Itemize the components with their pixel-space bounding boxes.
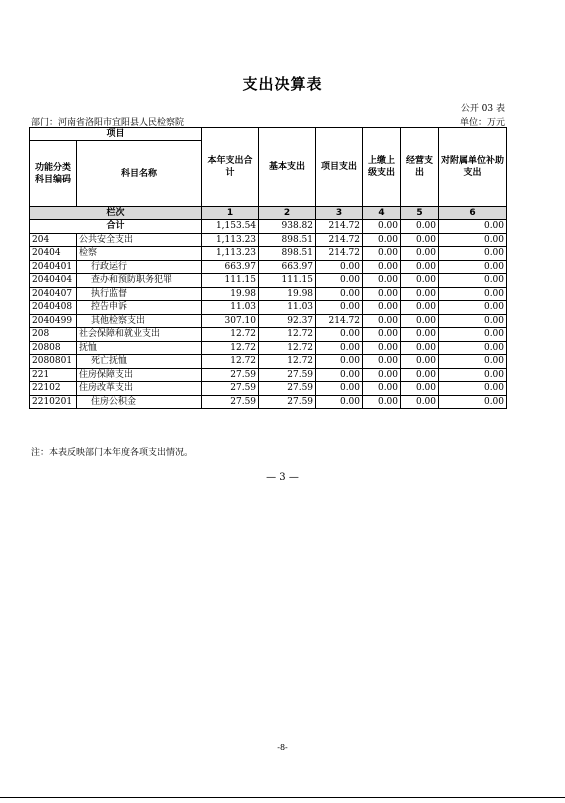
row-value: 0.00 <box>363 314 401 328</box>
row-name: 执行监督 <box>77 287 202 301</box>
row-value: 12.72 <box>259 355 316 369</box>
row-value: 0.00 <box>363 233 401 247</box>
row-value: 0.00 <box>363 287 401 301</box>
row-value: 214.72 <box>316 233 363 247</box>
row-code: 2040407 <box>30 287 77 301</box>
table-row <box>30 287 507 301</box>
row-value: 111.15 <box>202 274 259 288</box>
header-num-6: 6 <box>439 207 507 220</box>
row-code: 2210201 <box>30 395 77 409</box>
row-name: 住房公积金 <box>77 395 202 409</box>
total-value: 214.72 <box>316 220 363 234</box>
header-num-1: 1 <box>202 207 259 220</box>
row-name: 检察 <box>77 247 202 261</box>
row-value: 11.03 <box>202 301 259 315</box>
row-value: 27.59 <box>202 382 259 396</box>
row-value: 0.00 <box>316 301 363 315</box>
row-value: 898.51 <box>259 233 316 247</box>
row-value: 0.00 <box>439 368 507 382</box>
row-value: 12.72 <box>259 341 316 355</box>
row-value: 0.00 <box>401 287 439 301</box>
row-value: 0.00 <box>439 314 507 328</box>
row-value: 0.00 <box>316 328 363 342</box>
row-value: 0.00 <box>401 274 439 288</box>
row-value: 1,113.23 <box>202 247 259 261</box>
row-value: 0.00 <box>439 301 507 315</box>
row-value: 663.97 <box>202 260 259 274</box>
total-label: 合计 <box>30 220 202 234</box>
row-value: 12.72 <box>202 328 259 342</box>
row-value: 214.72 <box>316 247 363 261</box>
table-row <box>30 341 507 355</box>
header-project-expenditure: 项目支出 <box>316 128 363 207</box>
row-value: 19.98 <box>202 287 259 301</box>
table-row <box>30 368 507 382</box>
row-value: 0.00 <box>401 395 439 409</box>
total-value: 938.82 <box>259 220 316 234</box>
row-value: 0.00 <box>316 382 363 396</box>
row-value: 0.00 <box>401 247 439 261</box>
row-name: 住房保障支出 <box>77 368 202 382</box>
table-row <box>30 260 507 274</box>
row-code: 2040499 <box>30 314 77 328</box>
total-row <box>30 220 507 234</box>
row-value: 0.00 <box>439 247 507 261</box>
table-row <box>30 314 507 328</box>
row-value: 0.00 <box>363 260 401 274</box>
row-value: 0.00 <box>439 287 507 301</box>
row-value: 898.51 <box>259 247 316 261</box>
header-num-2: 2 <box>259 207 316 220</box>
row-value: 0.00 <box>316 395 363 409</box>
header-num-3: 3 <box>316 207 363 220</box>
total-value: 0.00 <box>439 220 507 234</box>
row-name: 其他检察支出 <box>77 314 202 328</box>
row-value: 0.00 <box>439 274 507 288</box>
row-value: 0.00 <box>401 314 439 328</box>
row-value: 0.00 <box>363 368 401 382</box>
row-value: 0.00 <box>316 341 363 355</box>
row-value: 0.00 <box>401 368 439 382</box>
row-value: 1,113.23 <box>202 233 259 247</box>
row-name: 公共安全支出 <box>77 233 202 247</box>
row-value: 0.00 <box>439 395 507 409</box>
row-code: 208 <box>30 328 77 342</box>
row-value: 111.15 <box>259 274 316 288</box>
row-value: 0.00 <box>439 382 507 396</box>
row-value: 0.00 <box>439 328 507 342</box>
unit-label: 单位：万元 <box>459 118 505 128</box>
row-value: 0.00 <box>401 301 439 315</box>
row-value: 307.10 <box>202 314 259 328</box>
row-code: 204 <box>30 233 77 247</box>
header-total-expenditure: 本年支出合计 <box>202 128 259 207</box>
table-row <box>30 355 507 369</box>
total-value: 0.00 <box>363 220 401 234</box>
row-name: 死亡抚恤 <box>77 355 202 369</box>
row-value: 214.72 <box>316 314 363 328</box>
row-value: 19.98 <box>259 287 316 301</box>
row-value: 0.00 <box>439 260 507 274</box>
header-operating-expenditure: 经营支出 <box>401 128 439 207</box>
row-value: 0.00 <box>363 341 401 355</box>
page-number-inner: — 3 — <box>266 472 299 483</box>
row-code: 2040408 <box>30 301 77 315</box>
row-value: 12.72 <box>202 355 259 369</box>
department-label: 部门：河南省洛阳市宜阳县人民检察院 <box>31 118 185 128</box>
row-value: 0.00 <box>316 368 363 382</box>
row-value: 0.00 <box>363 247 401 261</box>
table-row <box>30 233 507 247</box>
row-value: 11.03 <box>259 301 316 315</box>
header-basic-expenditure: 基本支出 <box>259 128 316 207</box>
row-name: 社会保障和就业支出 <box>77 328 202 342</box>
row-value: 27.59 <box>202 368 259 382</box>
form-code: 公开 03 表 <box>460 104 505 114</box>
row-value: 92.37 <box>259 314 316 328</box>
row-value: 0.00 <box>316 287 363 301</box>
header-num-5: 5 <box>401 207 439 220</box>
row-value: 0.00 <box>316 260 363 274</box>
row-value: 27.59 <box>259 382 316 396</box>
header-code: 功能分类科目编码 <box>30 141 77 207</box>
row-value: 27.59 <box>202 395 259 409</box>
table-row <box>30 247 507 261</box>
table-row <box>30 328 507 342</box>
expenditure-table <box>29 127 507 409</box>
row-name: 抚恤 <box>77 341 202 355</box>
page-number-footer: -8- <box>277 743 288 752</box>
row-name: 查办和预防职务犯罪 <box>77 274 202 288</box>
row-value: 0.00 <box>363 328 401 342</box>
row-value: 12.72 <box>259 328 316 342</box>
table-note: 注：本表反映部门本年度各项支出情况。 <box>31 448 194 458</box>
table-row <box>30 395 507 409</box>
row-value: 0.00 <box>316 355 363 369</box>
bottom-divider <box>0 797 565 798</box>
row-value: 663.97 <box>259 260 316 274</box>
row-value: 0.00 <box>401 233 439 247</box>
table-row <box>30 301 507 315</box>
total-value: 1,153.54 <box>202 220 259 234</box>
row-value: 0.00 <box>401 355 439 369</box>
header-row-index: 栏次 <box>30 207 202 220</box>
row-code: 2080801 <box>30 355 77 369</box>
row-code: 22102 <box>30 382 77 396</box>
row-value: 0.00 <box>401 341 439 355</box>
row-code: 2040401 <box>30 260 77 274</box>
row-value: 0.00 <box>401 382 439 396</box>
row-name: 住房改革支出 <box>77 382 202 396</box>
header-name: 科目名称 <box>77 141 202 207</box>
row-value: 0.00 <box>363 395 401 409</box>
row-value: 0.00 <box>363 301 401 315</box>
row-name: 控告申诉 <box>77 301 202 315</box>
row-code: 20404 <box>30 247 77 261</box>
row-value: 0.00 <box>316 274 363 288</box>
header-num-4: 4 <box>363 207 401 220</box>
row-value: 0.00 <box>401 260 439 274</box>
row-code: 20808 <box>30 341 77 355</box>
row-value: 0.00 <box>363 274 401 288</box>
table-row <box>30 274 507 288</box>
row-value: 0.00 <box>363 355 401 369</box>
row-value: 27.59 <box>259 368 316 382</box>
row-value: 0.00 <box>439 341 507 355</box>
row-value: 0.00 <box>439 233 507 247</box>
row-name: 行政运行 <box>77 260 202 274</box>
row-code: 2040404 <box>30 274 77 288</box>
total-value: 0.00 <box>401 220 439 234</box>
table-row <box>30 382 507 396</box>
page-title: 支出决算表 <box>242 75 323 93</box>
header-subsidy-affiliates: 对附属单位补助支出 <box>439 128 507 207</box>
header-remit-superior: 上缴上级支出 <box>363 128 401 207</box>
row-value: 12.72 <box>202 341 259 355</box>
row-code: 221 <box>30 368 77 382</box>
row-value: 0.00 <box>363 382 401 396</box>
header-project: 项目 <box>30 128 202 141</box>
row-value: 0.00 <box>439 355 507 369</box>
row-value: 27.59 <box>259 395 316 409</box>
row-value: 0.00 <box>401 328 439 342</box>
